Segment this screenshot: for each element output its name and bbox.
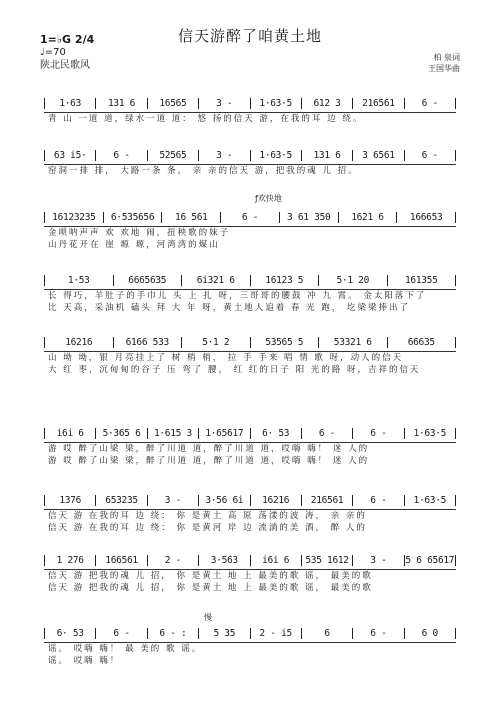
measure: i6i 6 <box>251 555 302 566</box>
measure: 3 - <box>199 150 250 161</box>
measure: 3·56 6i <box>199 495 250 506</box>
measure: 1·63·5 <box>251 98 302 109</box>
measure: i6i 6 <box>44 428 96 439</box>
measure: 3 61 350 <box>280 212 339 223</box>
lyric-line: 信天 游 在我的耳 边 绕： 你 是黄河 岸 边 流淌的美 酒， 醉 人的 <box>48 523 367 533</box>
measure: 52565 <box>148 150 199 161</box>
music-system <box>44 202 456 251</box>
tempo-change-mark: 慢 <box>204 613 212 622</box>
measure: 6 - <box>96 150 147 161</box>
measure: 1·65617 <box>199 428 250 439</box>
notation-line <box>44 140 456 165</box>
music-system <box>44 618 456 667</box>
measure: 6· 53 <box>251 428 302 439</box>
measure: 16565 <box>148 98 199 109</box>
notation-line <box>44 265 456 290</box>
measure: 16123 5 <box>251 275 320 286</box>
measure: 1376 <box>44 495 96 506</box>
measure: 6 - <box>405 98 456 109</box>
measure: 5 6 65617 <box>405 555 455 566</box>
measure: 6 - <box>405 150 456 161</box>
measure: 216561 <box>353 98 404 109</box>
notation-line <box>44 88 456 113</box>
lyric-line: 信天 游 把我的魂 儿 招， 你 是黄土 地 上 最美的歌 谣， 最美的歌 <box>48 571 373 581</box>
measure: 53321 6 <box>319 337 388 348</box>
measure: 16216 <box>251 495 302 506</box>
composer-credit: 王国华曲 <box>428 64 460 73</box>
lyric-line: 信天 游 把我的魂 儿 招， 你 是黄土 地 上 最美的歌 谣， 最美的歌 <box>48 583 373 593</box>
notation-line <box>44 418 456 443</box>
measure: 16 561 <box>162 212 221 223</box>
song-title: 信天游醉了咱黄土地 <box>177 27 322 45</box>
measure: 3 6561 <box>353 150 404 161</box>
lyric-line: 山丹花开在 崖 塬 塬，河湾湾的煤山 <box>48 240 220 250</box>
lyric-line: 山 坳 坳，银 月亮挂上了 树 梢 梢， 拉 手 手来 唱 情 歌 呀，动人的信天 <box>48 353 404 363</box>
measure: 53565 5 <box>251 337 320 348</box>
measure: 2 - <box>148 555 199 566</box>
music-system <box>44 327 456 376</box>
measure: 6665635 <box>114 275 183 286</box>
measure: 653235 <box>96 495 147 506</box>
measure: 6 - <box>353 428 404 439</box>
measure: 1621 6 <box>339 212 398 223</box>
measure: 6 - <box>353 628 404 639</box>
style-marking: 陕北民歌风 <box>40 60 90 71</box>
measure: 612 3 <box>302 98 353 109</box>
notation-line <box>44 202 456 227</box>
music-system <box>44 265 456 314</box>
measure: 5 35 <box>199 628 250 639</box>
notation-line <box>44 485 456 510</box>
measure: 3 - <box>353 555 404 566</box>
music-system <box>44 418 456 467</box>
measure: 3 - <box>199 98 250 109</box>
lyric-line: 青 山 一道 道，绿水一道 道： 悠 扬的信天 游，在我的耳 边 绕。 <box>48 114 364 124</box>
measure: 6 0 <box>405 628 456 639</box>
measure: 1·63 <box>44 98 96 109</box>
notation-line <box>44 327 456 352</box>
key-signature: 1=♭G 2/4 <box>40 33 95 46</box>
measure: 2 - i5 <box>251 628 302 639</box>
measure: 66635 <box>388 337 457 348</box>
lyricist-credit: 柏 泉词 <box>433 53 460 62</box>
measure: 5·1 20 <box>319 275 388 286</box>
measure: 166653 <box>397 212 456 223</box>
measure: 6· 53 <box>44 628 96 639</box>
measure: 5·1 2 <box>182 337 251 348</box>
notation-line <box>44 618 456 643</box>
measure: 1 276 <box>44 555 96 566</box>
music-system <box>44 88 456 125</box>
song-meta <box>40 33 94 72</box>
measure: 1·615 3 <box>148 428 199 439</box>
lyric-line: 大 红 枣，沉甸甸的谷子 压 弯了 腰， 红 红的日子 阳 光的路 呀，吉祥的信天 <box>48 365 421 375</box>
notation-line <box>44 545 456 570</box>
measure: 1·63·5 <box>251 150 302 161</box>
measure: 6 - <box>302 428 353 439</box>
music-system <box>44 545 456 594</box>
measure: 166561 <box>96 555 147 566</box>
measure: 6166 533 <box>114 337 183 348</box>
measure: 6 - : <box>148 628 199 639</box>
credits <box>428 52 460 74</box>
measure: 6 - <box>96 628 147 639</box>
measure: 3 - <box>148 495 199 506</box>
lyric-line: 谣。 哎嗨 嗨！ <box>48 656 121 666</box>
measure: 6 - <box>221 212 280 223</box>
lyric-line: 金唢呐声声 欢 欢地 闹，扭秧歌的妹子 <box>48 228 231 238</box>
measure: 535 1612 <box>302 555 353 566</box>
measure: 1·53 <box>44 275 114 286</box>
lyric-line: 谣。 哎嗨 嗨！ 最 美的 歌 谣。 <box>48 644 203 654</box>
measure: 6 - <box>353 495 404 506</box>
measure: 3·563 <box>199 555 250 566</box>
measure: 5·365 6 <box>96 428 147 439</box>
lyric-line: 窑洞一排 排， 大路一条 条， 亲 亲的信天 游，把我的魂 儿 招。 <box>48 166 359 176</box>
expression-mark: ƒ欢快地 <box>255 194 282 203</box>
lyric-line: 游 哎 醉了山梁 梁，醉了川道 道，醉了川道 道，哎嗨 嗨！ 迷 人的 <box>48 444 370 454</box>
measure: 131 6 <box>302 150 353 161</box>
measure: 6i321 6 <box>182 275 251 286</box>
lyric-line: 信天 游 在我的耳 边 绕： 你 是黄土 高 原 荡漾的波 涛， 亲 亲的 <box>48 511 367 521</box>
measure: 16216 <box>44 337 114 348</box>
lyric-line: 比 天高，采油机 磕头 拜 大 年 呀，黄土地人追着 春 光 跑， 圪梁梁捧出了 <box>48 303 411 313</box>
measure: 1·63·5 <box>405 495 456 506</box>
lyric-line: 长 得巧，羊肚子的手巾儿 头 上 扎 呀，三哥哥的腰鼓 冲 九 霄。 金太阳落下了 <box>48 291 427 301</box>
measure: 216561 <box>302 495 353 506</box>
music-system <box>44 140 456 177</box>
measure: 1·63·5 <box>405 428 456 439</box>
measure: 16123235 <box>44 212 104 223</box>
measure: 63 i5· <box>44 150 96 161</box>
tempo-marking: ♩=70 <box>40 47 66 58</box>
measure: 6 <box>302 628 353 639</box>
lyric-line: 游 哎 醉了山梁 梁，醉了川道 道，醉了川道 道，哎嗨 嗨！ 迷 人的 <box>48 456 370 466</box>
measure: 131 6 <box>96 98 147 109</box>
measure: 6·535656 <box>104 212 163 223</box>
measure: 161355 <box>388 275 457 286</box>
music-system <box>44 485 456 534</box>
